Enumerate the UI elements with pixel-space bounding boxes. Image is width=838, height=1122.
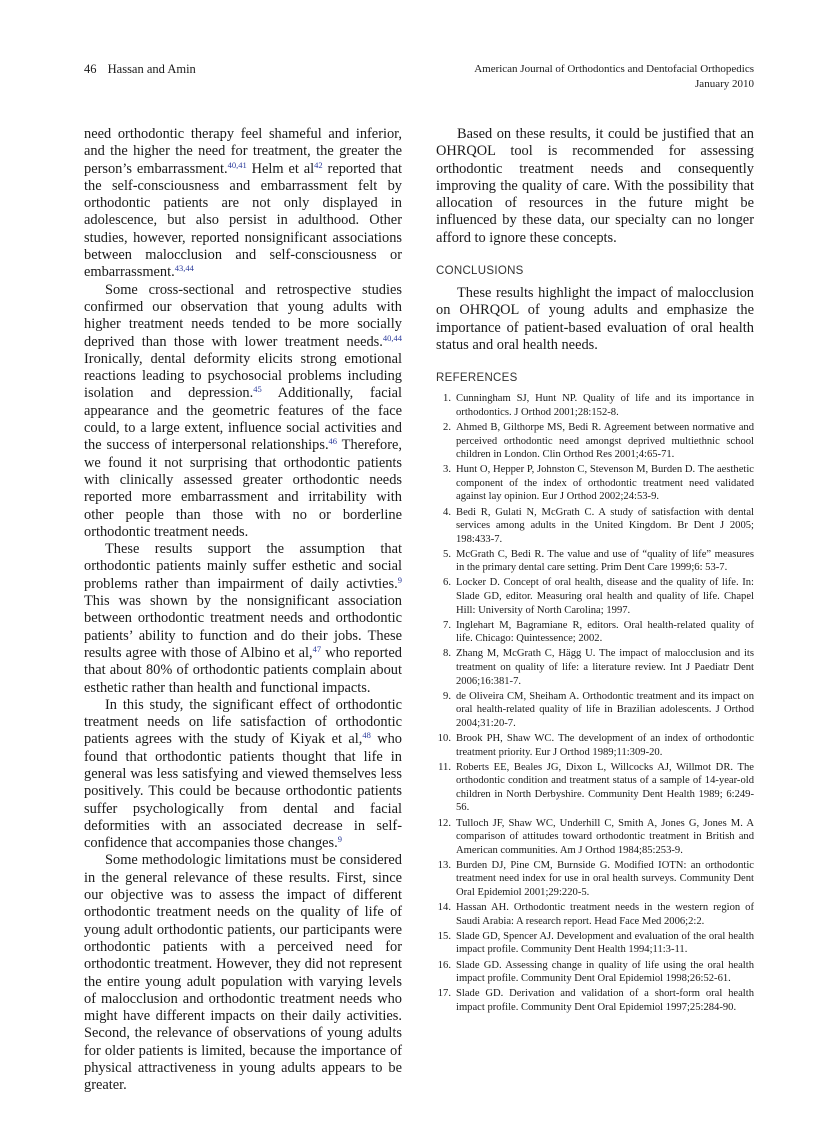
- reference-item: [436, 576, 754, 617]
- right-column: [436, 126, 754, 1016]
- running-authors: Hassan and Amin: [107, 62, 196, 76]
- reference-text: Roberts EE, Beales JG, Dixon L, Willcocks AJ, Willmot DR. The orthodontic condition and treatment status of a sample of 14-year-old children in North Derbyshire. Community Dent Health 1989; 6:249-56.: [456, 761, 754, 814]
- reference-item: [436, 647, 754, 688]
- reference-number: 7.: [443, 619, 451, 631]
- paragraph-text: These results support the assumption that orthodontic patients mainly suffer esthetic and social problems rather than impairment of daily activties.: [84, 541, 402, 592]
- reference-number: 6.: [443, 577, 451, 589]
- running-header-right: [474, 62, 754, 92]
- reference-number: 8.: [443, 648, 451, 660]
- paragraph-text: Some cross-sectional and retrospective studies confirmed our observation that young adults with higher treatment needs tended to be more socially deprived than those with lower treatment needs.: [84, 281, 402, 350]
- paragraph-text: Additionally, facial appearance and the geometric features of the face could, to a large extent, influence social activities and the success of interpersonal relationships.: [84, 385, 403, 454]
- reference-text: McGrath C, Bedi R. The value and use of “quality of life” measures in the primary dental care setting. Prim Dent Care 1999;6: 53-7.: [456, 548, 754, 574]
- citation-superscript[interactable]: 47: [312, 643, 322, 654]
- citation-superscript[interactable]: 45: [253, 384, 262, 395]
- left-column: [84, 126, 402, 1095]
- reference-number: 4.: [443, 506, 451, 518]
- reference-text: Cunningham SJ, Hunt NP. Quality of life and its importance in orthodontics. J Orthod 2001;28:152-8.: [456, 393, 754, 418]
- reference-item: [436, 930, 754, 957]
- reference-number: 2.: [443, 421, 451, 433]
- citation-superscript[interactable]: 40,44: [382, 332, 402, 343]
- conclusions-heading: CONCLUSIONS: [436, 265, 524, 278]
- running-header-left: [84, 62, 196, 77]
- reference-item: [436, 506, 754, 547]
- body-paragraph: [84, 126, 402, 282]
- reference-item: [436, 817, 754, 858]
- references-heading: REFERENCES: [436, 372, 518, 385]
- paragraph-text: In this study, the significant effect of orthodontic treatment needs on life satisfaction of orthodontic patients agrees with the study of Kiyak et al,: [84, 696, 402, 748]
- reference-text: Slade GD. Assessing change in quality of life using the oral health impact profile. Community Dent Oral Epidemiol 1998;26:52-61.: [456, 959, 754, 985]
- reference-item: [436, 392, 754, 419]
- reference-item: [436, 901, 754, 928]
- reference-item: [436, 463, 754, 504]
- reference-number: 12.: [437, 817, 451, 829]
- conclusions-paragraph: These results highlight the impact of malocclusion on OHRQOL of young adults and emphasize the importance of patient-based evaluation of oral health status and oral health needs.: [436, 285, 754, 353]
- reference-text: Hunt O, Hepper P, Johnston C, Stevenson M, Burden D. The aesthetic component of the index of orthodontic treatment need validated against lay opinion. Eur J Orthod 2002;24:53-9.: [456, 464, 754, 503]
- reference-text: de Oliveira CM, Sheiham A. Orthodontic treatment and its impact on oral health-related quality of life in Brazilian adolescents. J Orthod 2004;31:20-7.: [456, 690, 754, 729]
- journal-title: American Journal of Orthodontics and Dentofacial Orthopedics: [474, 63, 754, 75]
- reference-number: 5.: [443, 548, 451, 560]
- reference-number: 15.: [437, 930, 451, 942]
- paragraph-text: Some methodologic limitations must be considered in the general relevance of these results. First, since our objective was to assess the impact of different orthodontic treatment needs on the quality of life of young adult orthodontic patients, our participants were orthodontic patients with a perceived need for orthodontic treatment. However, they did not represent the entire young adult population with varying levels of malocclusion and orthodontic treatment needs who might have different impacts on their daily activities. Second, the relevance of observations of young adults for older patients is limited, because the importance of physical attractiveness in young adults appears to be greater.: [84, 852, 402, 1094]
- reference-number: 13.: [437, 859, 451, 871]
- reference-number: 9.: [443, 690, 451, 702]
- reference-number: 10.: [437, 733, 451, 745]
- citation-superscript[interactable]: 9: [337, 834, 342, 845]
- paragraph-text: Ironically, dental deformity elicits strong emotional reactions leading to psychosocial problems including isolation and depression.: [84, 350, 402, 402]
- paragraph-text: who reported that about 80% of orthodontic patients complain about esthetic rather than health and functional impacts.: [84, 644, 403, 696]
- paragraph-text: Helm et al: [246, 160, 315, 177]
- citation-superscript[interactable]: 46: [328, 436, 338, 447]
- reference-item: [436, 959, 754, 986]
- body-paragraph: [84, 697, 402, 853]
- discussion-paragraph: Based on these results, it could be justified that an OHRQOL tool is recommended for assessing orthodontic treatment needs and consequently improving the quality of care. With the possibility that allocation of resources in the future might be influenced by these data, our specialty can no longer afford to ignore these concepts.: [436, 126, 754, 246]
- body-paragraph: [84, 541, 402, 697]
- paragraph-text: who found that orthodontic patients thought that life in general was less satisfying and viewed themselves less positively. This could be because orthodontic patients suffer psychologically from dental and facial deformities with an associated decrease in self-confidence that accompanies those changes.: [84, 731, 402, 852]
- reference-text: Inglehart M, Bagramiane R, editors. Oral health-related quality of life. Chicago: Quintessence; 2002.: [456, 619, 754, 645]
- reference-text: Slade GD. Derivation and validation of a short-form oral health impact profile. Community Dent Oral Epidemiol 1997;25:284-90.: [456, 988, 754, 1013]
- reference-item: [436, 859, 754, 900]
- citation-superscript[interactable]: 9: [397, 574, 402, 585]
- reference-text: Brook PH, Shaw WC. The development of an index of orthodontic treatment priority. Eur J Orthod 1989;11:309-20.: [456, 733, 754, 758]
- citation-superscript[interactable]: 43,44: [174, 263, 194, 274]
- paragraph-text: need orthodontic therapy feel shameful and inferior, and the higher the need for treatment, the greater the person’s embarrassment.: [84, 126, 402, 177]
- journal-issue: January 2010: [695, 78, 754, 90]
- reference-text: Burden DJ, Pine CM, Burnside G. Modified IOTN: an orthodontic treatment need index for use in oral health surveys. Community Dent Oral Epidemiol 2001;29:220-5.: [456, 859, 754, 899]
- citation-superscript[interactable]: 48: [362, 730, 371, 741]
- reference-item: [436, 548, 754, 575]
- reference-number: 17.: [437, 988, 451, 1000]
- reference-number: 16.: [437, 959, 451, 971]
- page-number: 46: [84, 62, 97, 76]
- citation-superscript[interactable]: 42: [314, 159, 323, 170]
- reference-text: Tulloch JF, Shaw WC, Underhill C, Smith A, Jones G, Jones M. A comparison of attitudes toward orthodontic treatment in British and American communities. Am J Orthod 1984;85:253-9.: [456, 817, 754, 856]
- body-paragraph: [84, 282, 402, 541]
- reference-item: [436, 690, 754, 731]
- reference-list: [436, 392, 754, 1014]
- paragraph-text: reported that the self-consciousness and embarrassment felt by orthodontic patients are not only displayed in adolescence, but also persist in adulthood. Other studies, however, reported nonsignificant associations between malocclusion and self-consciousness or embarrassment.: [84, 160, 402, 281]
- reference-item: [436, 987, 754, 1014]
- reference-text: Bedi R, Gulati N, McGrath C. A study of satisfaction with dental services among adults in the United Kingdom. Br Dent J 2005; 198:433-7.: [456, 506, 754, 545]
- reference-item: [436, 732, 754, 759]
- reference-text: Hassan AH. Orthodontic treatment needs in the western region of Saudi Arabia: A research report. Head Face Med 2006;2:2.: [456, 902, 754, 927]
- body-paragraph: [84, 852, 402, 1094]
- reference-text: Zhang M, McGrath C, Hägg U. The impact of malocclusion and its treatment on quality of life: a literature review. Int J Paediatr Dent 2006;16:381-7.: [456, 648, 754, 687]
- reference-text: Ahmed B, Gilthorpe MS, Bedi R. Agreement between normative and perceived orthodontic need amongst deprived multiethnic school children in London. Clin Orthod Res 2001;4:65-71.: [456, 421, 754, 461]
- reference-text: Slade GD, Spencer AJ. Development and evaluation of the oral health impact profile. Community Dent Health 1994;11:3-11.: [456, 930, 754, 956]
- citation-superscript[interactable]: 40,41: [227, 159, 247, 170]
- reference-item: [436, 761, 754, 815]
- paragraph-text: This was shown by the nonsignificant association between orthodontic treatment needs and orthodontic patients’ ability to function and do their jobs. These results agree with those of Albino et al,: [84, 593, 402, 661]
- reference-text: Locker D. Concept of oral health, disease and the quality of life. In: Slade GD, editor. Measuring oral health and quality of life. Chapel Hill: University of North Carolina; 1997.: [456, 577, 754, 616]
- reference-number: 1.: [443, 393, 451, 405]
- paragraph-text: Therefore, we found it not surprising that orthodontic patients with clinically assessed greater orthodontic needs reported more embarrassment and irritability with other people than those with no or borderline orthodontic treatment needs.: [84, 437, 402, 540]
- reference-number: 11.: [438, 761, 451, 773]
- reference-number: 14.: [437, 902, 451, 914]
- reference-item: [436, 619, 754, 646]
- reference-item: [436, 421, 754, 462]
- reference-number: 3.: [443, 464, 451, 476]
